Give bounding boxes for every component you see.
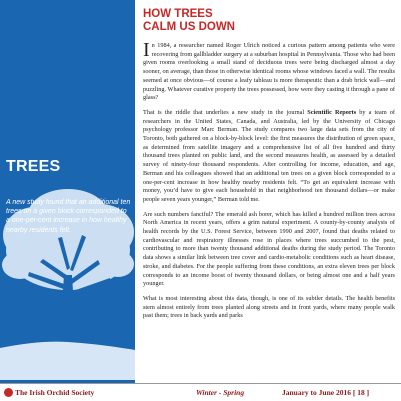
paragraph-3: Are such numbers fanciful? The emerald ash borer, which has killed a hundred million trees across North America in recent years, offers a grim natural experiment. A county-by-county analysis of health records by the U.S. Forest Service, between 1990 and 2007, found that deaths related to cardiovascular and respiratory illnesses rose in places where trees succumbed to the pest, contributing to more than twenty thousand additional deaths during the study period. The Toronto data shows a similar link between tree cover and cardio-metabolic conditions such as heart disease, stroke, and diabetes. For the people suffering from these conditions, an extra eleven trees per block corresponds to an income boost of twenty thousand dollars, or being almost one and a half years younger. [143, 210, 395, 288]
issue-season: Winter - Spring [196, 388, 245, 397]
sidebar-panel [0, 0, 135, 383]
sidebar-title: TREES [6, 158, 61, 175]
paragraph-2-lead: That is the riddle that underlies a new study in the journal [143, 108, 308, 116]
headline-line-2: CALM US DOWN [143, 21, 235, 33]
drop-cap: I [143, 39, 150, 61]
paragraph-4: What is most interesting about this data, though, is one of its subtler details. The health benefits stem almost entirely from trees planted along streets and in front yards, where many people walk past them; trees in back yards and parks [143, 294, 395, 320]
journal-name: Scientific Reports [307, 108, 357, 116]
sidebar-caption: A new study found that an additional ten trees on a given block corresponded to a one-per-cent increase in how healthy nearby residents felt. [6, 199, 131, 234]
page-footer [0, 383, 401, 401]
article-body [143, 8, 395, 327]
paragraph-2 [143, 109, 395, 205]
issue-date-range: January to June 2016 [282, 388, 351, 397]
headline-line-1: HOW TREES [143, 8, 213, 20]
issue-dates [282, 388, 369, 397]
article-headline [143, 8, 395, 34]
society-logo-icon [4, 388, 13, 397]
page-number: [ 18 ] [352, 388, 370, 397]
society-name: The Irish Orchid Society [15, 388, 95, 397]
paragraph-1-text: n 1984, a researcher named Roger Ulrich noticed a curious pattern among patients who were recovering from gallbladder surgery at a suburban hospital in Pennsylvania. Those who had been given rooms overlooking a small stand of deciduous trees were being discharged almost a day sooner, on average, than those in otherwise identical rooms whose windows faced a wall. The results seemed at once obvious—of course a leafy tableau is more therapeutic than a drab brick wall—and puzzling. Whatever curative property the trees possessed, how were they casting it through a pane of glass? [143, 42, 395, 102]
paragraph-2-text: by a team of researchers in the United States, Canada, and Australia, led by the University of Chicago psychology professor Marc Berman. The study compares two large data sets from the city of Toronto, both gathered on a block-by-block level: the first measures the distribution of green space, as determined from satellite imagery and a comprehensive list of all five hundred and thirty thousand trees planted on public land, and the second measures health, as assessed by a detailed survey of ninety-four thousand respondents. After controlling for income, education, and age, Berman and his colleagues showed that an additional ten trees on a given block corresponded to a one-per-cent increase in how healthy nearby residents felt. “To get an equivalent increase with money, you’d have to give each household in that neighborhood ten thousand dollars—or make people seven years younger,” Berman told me. [143, 108, 395, 203]
paragraph-1 [143, 39, 395, 103]
